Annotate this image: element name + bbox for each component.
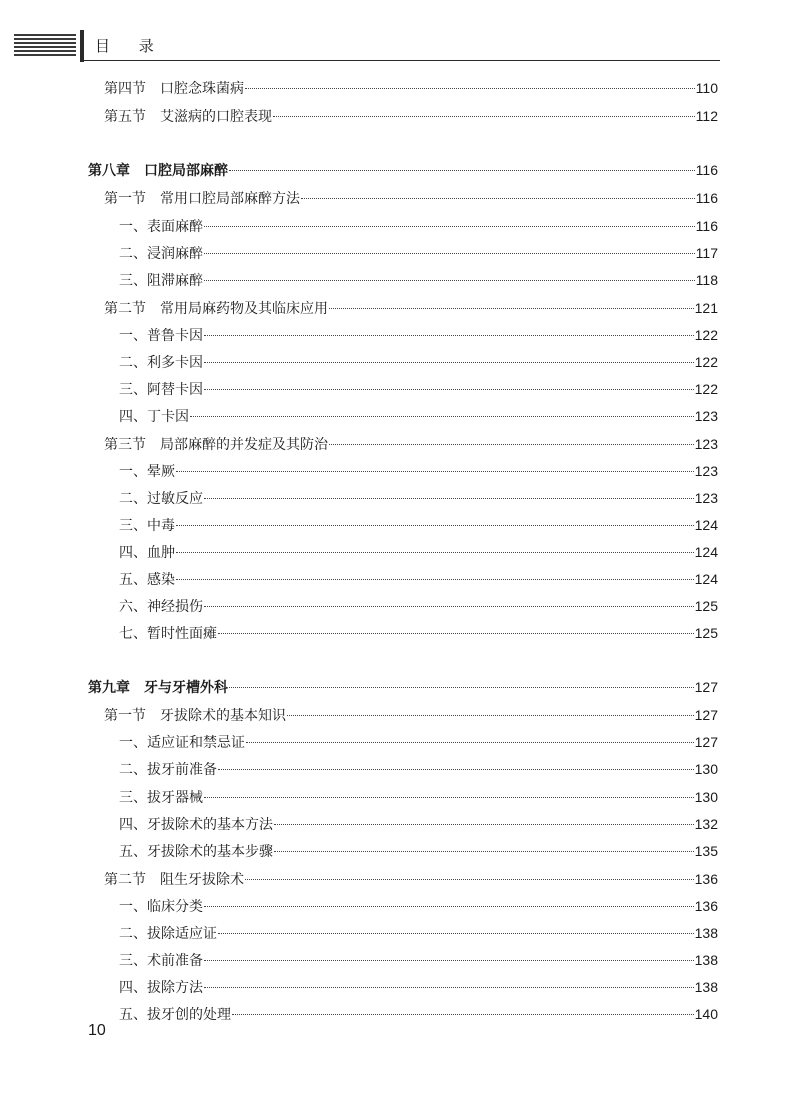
toc-entry-label: 四、丁卡因: [119, 409, 189, 425]
toc-entry-label: 第四节 口腔念珠菌病: [104, 81, 244, 97]
dot-leader: [273, 116, 695, 117]
toc-entry-label: 二、浸润麻醉: [119, 246, 203, 262]
dot-leader: [204, 797, 694, 798]
toc-entry-page: 124: [694, 544, 718, 560]
toc-entry-page: 123: [694, 490, 718, 506]
toc-entry-label: 六、神经损伤: [119, 599, 203, 615]
toc-section-entry[interactable]: [104, 188, 718, 208]
toc-entry-label: 七、暂时性面瘫: [119, 626, 217, 642]
toc-entry-label: 四、牙拔除术的基本方法: [119, 817, 273, 833]
toc-entry-page: 123: [694, 463, 718, 479]
dot-leader: [274, 851, 694, 852]
dot-leader: [246, 742, 694, 743]
toc-item-entry[interactable]: [119, 270, 718, 290]
toc-entry-label: 第一节 牙拔除术的基本知识: [104, 708, 286, 724]
toc-entry-label: 三、阿替卡因: [119, 382, 203, 398]
page-number: 10: [88, 1022, 106, 1039]
toc-item-entry[interactable]: [119, 542, 718, 562]
dot-leader: [301, 198, 695, 199]
dot-leader: [204, 960, 694, 961]
toc-section-entry[interactable]: [104, 106, 718, 126]
toc-entry-page: 127: [694, 679, 718, 695]
toc-entry-label: 二、利多卡因: [119, 355, 203, 371]
toc-entry-page: 123: [694, 436, 718, 452]
toc-entry-page: 138: [694, 925, 718, 941]
toc-entry-page: 130: [694, 761, 718, 777]
toc-section-entry[interactable]: [104, 869, 718, 889]
dot-leader: [204, 280, 695, 281]
toc-entry-page: 116: [695, 162, 718, 178]
toc-entry-page: 136: [694, 871, 718, 887]
dot-leader: [176, 471, 694, 472]
toc-item-entry[interactable]: [119, 352, 718, 372]
toc-item-entry[interactable]: [119, 406, 718, 426]
toc-item-entry[interactable]: [119, 216, 718, 236]
dot-leader: [204, 389, 694, 390]
toc-entry-page: 122: [694, 381, 718, 397]
toc-entry-page: 121: [694, 300, 718, 316]
dot-leader: [204, 987, 694, 988]
toc-item-entry[interactable]: [119, 814, 718, 834]
toc-entry-page: 127: [694, 734, 718, 750]
toc-entry-page: 125: [694, 625, 718, 641]
toc-entry-page: 122: [694, 354, 718, 370]
dot-leader: [190, 416, 694, 417]
toc-section-entry[interactable]: [104, 705, 718, 725]
toc-entry-label: 三、中毒: [119, 518, 175, 534]
toc-entry-label: 一、晕厥: [119, 464, 175, 480]
dot-leader: [204, 253, 695, 254]
toc-item-entry[interactable]: [119, 1004, 718, 1024]
toc-entry-page: 124: [694, 571, 718, 587]
toc-entry-page: 125: [694, 598, 718, 614]
toc-entry-page: 117: [695, 245, 718, 261]
toc-entry-page: 122: [694, 327, 718, 343]
toc-entry-label: 三、术前准备: [119, 953, 203, 969]
toc-entry-page: 138: [694, 952, 718, 968]
toc-item-entry[interactable]: [119, 461, 718, 481]
toc-entry-label: 五、牙拔除术的基本步骤: [119, 844, 273, 860]
toc-entry-label: 第三节 局部麻醉的并发症及其防治: [104, 437, 328, 453]
dot-leader: [232, 1014, 694, 1015]
toc-item-entry[interactable]: [119, 488, 718, 508]
toc-entry-label: 一、适应证和禁忌证: [119, 735, 245, 751]
toc-entry-label: 第二节 常用局麻药物及其临床应用: [104, 301, 328, 317]
toc-entry-page: 140: [694, 1006, 718, 1022]
toc-entry-label: 二、过敏反应: [119, 491, 203, 507]
dot-leader: [245, 88, 695, 89]
toc-entry-label: 第八章 口腔局部麻醉: [88, 163, 228, 179]
toc-entry-label: 第九章 牙与牙槽外科: [88, 680, 228, 696]
dot-leader: [229, 170, 695, 171]
toc-entry-page: 116: [695, 218, 718, 234]
toc-item-entry[interactable]: [119, 787, 718, 807]
dot-leader: [204, 906, 694, 907]
dot-leader: [204, 226, 695, 227]
toc-entry-label: 第一节 常用口腔局部麻醉方法: [104, 191, 300, 207]
toc-entry-label: 二、拔除适应证: [119, 926, 217, 942]
dot-leader: [204, 498, 694, 499]
toc-section-entry[interactable]: [104, 434, 718, 454]
toc-entry-page: 116: [695, 190, 718, 206]
toc-item-entry[interactable]: [119, 732, 718, 752]
toc-entry-label: 第五节 艾滋病的口腔表现: [104, 109, 272, 125]
toc-entry-label: 五、拔牙创的处理: [119, 1007, 231, 1023]
dot-leader: [204, 335, 694, 336]
dot-leader: [218, 769, 694, 770]
toc-entry-label: 一、普鲁卡因: [119, 328, 203, 344]
toc-entry-label: 二、拔牙前准备: [119, 762, 217, 778]
toc-entry-page: 110: [695, 80, 718, 96]
toc-entry-page: 138: [694, 979, 718, 995]
toc-item-entry[interactable]: [119, 759, 718, 779]
toc-entry-page: 136: [694, 898, 718, 914]
toc-entry-label: 三、拔牙器械: [119, 790, 203, 806]
toc-item-entry[interactable]: [119, 950, 718, 970]
toc-chapter-entry[interactable]: [88, 677, 718, 697]
toc-item-entry[interactable]: [119, 515, 718, 535]
dot-leader: [218, 933, 694, 934]
toc-entry-page: 112: [695, 108, 718, 124]
toc-item-entry[interactable]: [119, 243, 718, 263]
dot-leader: [218, 633, 694, 634]
dot-leader: [204, 606, 694, 607]
dot-leader: [245, 879, 694, 880]
toc-entry-label: 四、血肿: [119, 545, 175, 561]
toc-entry-page: 123: [694, 408, 718, 424]
dot-leader: [329, 308, 694, 309]
toc-entry-label: 四、拔除方法: [119, 980, 203, 996]
toc-item-entry[interactable]: [119, 896, 718, 916]
dot-leader: [229, 687, 694, 688]
dot-leader: [274, 824, 694, 825]
toc-entry-page: 132: [694, 816, 718, 832]
toc-item-entry[interactable]: [119, 379, 718, 399]
toc-item-entry[interactable]: [119, 923, 718, 943]
toc-section-entry[interactable]: [104, 298, 718, 318]
toc-entry-page: 130: [694, 789, 718, 805]
toc-chapter-entry[interactable]: [88, 160, 718, 180]
toc-item-entry[interactable]: [119, 977, 718, 997]
toc-entry-page: 127: [694, 707, 718, 723]
toc-item-entry[interactable]: [119, 569, 718, 589]
toc-item-entry[interactable]: [119, 325, 718, 345]
toc-item-entry[interactable]: [119, 841, 718, 861]
dot-leader: [176, 525, 694, 526]
toc-entry-label: 第二节 阻生牙拔除术: [104, 872, 244, 888]
dot-leader: [204, 362, 694, 363]
header-title: 目 录: [95, 37, 166, 55]
toc-item-entry[interactable]: [119, 596, 718, 616]
toc-item-entry[interactable]: [119, 623, 718, 643]
toc-entry-page: 118: [695, 272, 718, 288]
toc-entry-label: 一、表面麻醉: [119, 219, 203, 235]
dot-leader: [287, 715, 694, 716]
dot-leader: [176, 579, 694, 580]
toc-entry-label: 一、临床分类: [119, 899, 203, 915]
dot-leader: [176, 552, 694, 553]
toc-section-entry[interactable]: [104, 78, 718, 98]
toc-entry-label: 三、阻滞麻醉: [119, 273, 203, 289]
toc-entry-page: 135: [694, 843, 718, 859]
toc-entry-label: 五、感染: [119, 572, 175, 588]
dot-leader: [329, 444, 694, 445]
toc-entry-page: 124: [694, 517, 718, 533]
